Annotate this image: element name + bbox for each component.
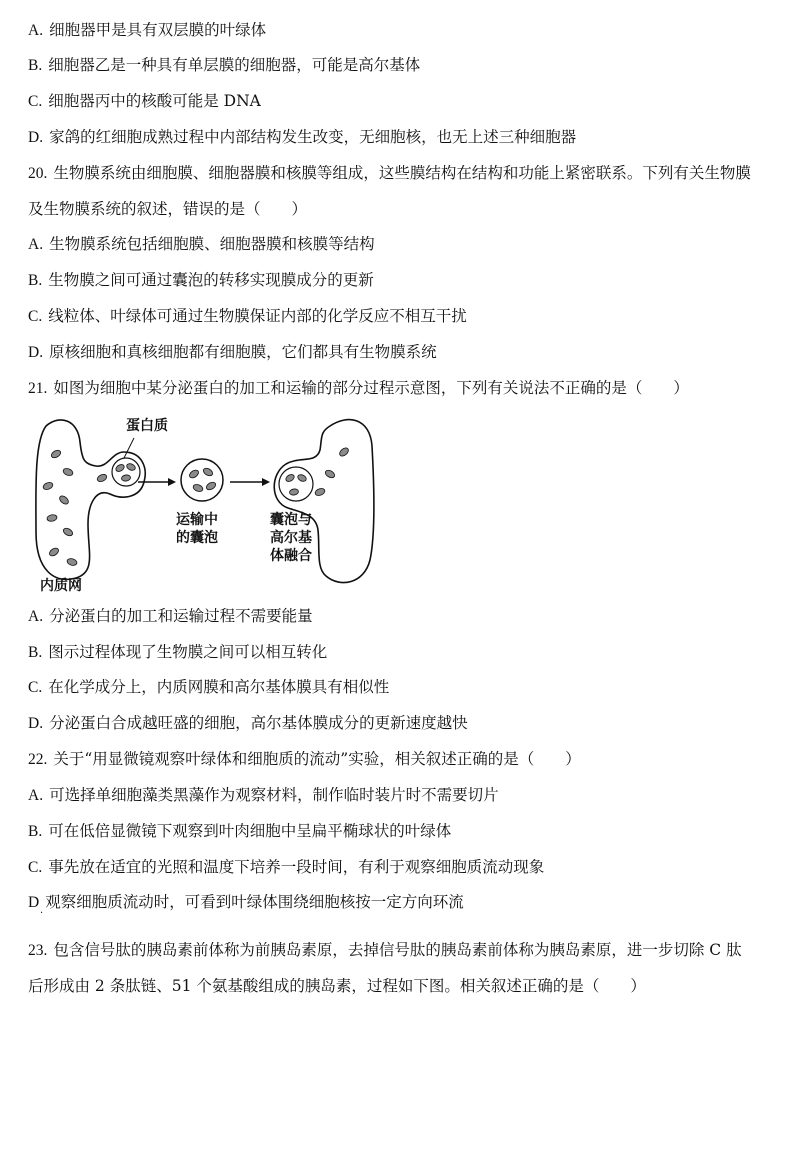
question-text: 生物膜系统由细胞膜、细胞器膜和核膜等组成，这些膜结构在结构和功能上紧密联系。下列有关生物膜	[53, 164, 751, 182]
q22-option-b	[28, 821, 451, 842]
label-er: 内质网	[40, 578, 82, 594]
option-text: 事先放在适宜的光照和温度下培养一段时间，有利于观察细胞质流动现象	[48, 858, 545, 876]
q21-option-a	[28, 606, 313, 627]
option-text: 细胞器丙中的核酸可能是 DNA	[48, 92, 261, 110]
q22-stem	[28, 749, 581, 770]
option-text: 分泌蛋白合成越旺盛的细胞，高尔基体膜成分的更新速度越快	[49, 714, 468, 732]
fusing-vesicle	[279, 467, 313, 501]
option-letter: C.	[28, 308, 43, 325]
transport-vesicle	[181, 459, 223, 501]
secretion-diagram	[30, 412, 390, 594]
q22-option-c	[28, 857, 544, 878]
label-vesicle-line2: 的囊泡	[176, 530, 218, 546]
option-letter: C.	[28, 859, 43, 876]
q23-stem-line2: 后形成由 2 条肽链、51 个氨基酸组成的胰岛素，过程如下图。相关叙述正确的是（ ）	[28, 977, 646, 995]
q20-option-c	[28, 306, 467, 327]
label-protein: 蛋白质	[126, 418, 168, 434]
q21-stem	[28, 378, 689, 399]
q19-option-d	[28, 127, 576, 148]
option-letter: A.	[28, 236, 44, 253]
label-vesicle-line1: 运输中	[176, 512, 218, 528]
q21-option-c	[28, 677, 389, 698]
stray-dot: ·	[40, 908, 44, 919]
option-letter: A.	[28, 22, 44, 39]
arrow-1-head	[168, 478, 176, 486]
q20-stem-line2: 及生物膜系统的叙述，错误的是（ ）	[28, 200, 308, 218]
option-text: 家鸽的红细胞成熟过程中内部结构发生改变，无细胞核，也无上述三种细胞器	[49, 128, 577, 146]
label-fusion-line2: 高尔基	[270, 530, 312, 546]
q22-option-a	[28, 785, 499, 806]
option-letter: C.	[28, 679, 43, 696]
question-text: 如图为细胞中某分泌蛋白的加工和运输的部分过程示意图，下列有关说法不正确的是（ ）	[53, 379, 689, 397]
bud-protein-granules	[115, 462, 137, 481]
q19-option-b	[28, 55, 420, 76]
option-letter: B.	[28, 272, 43, 289]
option-text: 细胞器乙是一种具有单层膜的细胞器，可能是高尔基体	[48, 56, 421, 74]
q20-option-b	[28, 270, 374, 291]
q20-option-d	[28, 342, 437, 363]
option-text: 原核细胞和真核细胞都有细胞膜，它们都具有生物膜系统	[49, 343, 437, 361]
option-text: 生物膜之间可通过囊泡的转移实现膜成分的更新	[48, 271, 374, 289]
q22-option-d	[28, 892, 464, 913]
option-text: 生物膜系统包括细胞膜、细胞器膜和核膜等结构	[49, 235, 375, 253]
question-number: 21.	[28, 380, 48, 397]
question-text: 包含信号肽的胰岛素前体称为前胰岛素原，去掉信号肽的胰岛素前体称为胰岛素原，进一步切除 C 肽	[53, 941, 742, 959]
vesicle-protein-granules	[188, 467, 217, 493]
option-letter: A.	[28, 608, 44, 625]
option-text: 线粒体、叶绿体可通过生物膜保证内部的化学反应不相互干扰	[48, 307, 467, 325]
label-fusion-line3: 体融合	[270, 548, 312, 564]
option-text: 图示过程体现了生物膜之间可以相互转化	[48, 643, 328, 661]
protein-pointer	[124, 438, 134, 458]
option-letter: D.	[28, 715, 44, 732]
option-letter: B.	[28, 644, 43, 661]
q20-stem-line1	[28, 163, 751, 184]
q23-stem-line1	[28, 940, 742, 961]
arrow-2-head	[262, 478, 270, 486]
option-text: 分泌蛋白的加工和运输过程不需要能量	[49, 607, 313, 625]
option-letter: D.	[28, 344, 44, 361]
question-text: 关于“用显微镜观察叶绿体和细胞质的流动”实验，相关叙述正确的是（ ）	[53, 750, 581, 768]
q21-option-d	[28, 713, 468, 734]
option-text: 在化学成分上，内质网膜和高尔基体膜具有相似性	[48, 678, 390, 696]
q20-option-a	[28, 234, 375, 255]
q21-option-b	[28, 642, 327, 663]
option-letter: B.	[28, 57, 43, 74]
option-letter: D.	[28, 129, 44, 146]
er-bud-vesicle	[112, 458, 140, 486]
label-fusion-line1: 囊泡与	[270, 512, 312, 528]
question-number: 23.	[28, 942, 48, 959]
option-text: 观察细胞质流动时，可看到叶绿体围绕细胞核按一定方向环流	[45, 893, 464, 911]
q19-option-a	[28, 20, 266, 41]
option-letter: A.	[28, 787, 44, 804]
option-text: 细胞器甲是具有双层膜的叶绿体	[49, 21, 267, 39]
option-letter: B.	[28, 823, 43, 840]
option-text: 可选择单细胞藻类黑藻作为观察材料，制作临时装片时不需要切片	[49, 786, 499, 804]
option-text: 可在低倍显微镜下观察到叶肉细胞中呈扁平椭球状的叶绿体	[48, 822, 452, 840]
question-number: 20.	[28, 165, 48, 182]
q19-option-c	[28, 91, 261, 112]
question-number: 22.	[28, 751, 48, 768]
option-letter: D	[28, 894, 40, 911]
option-letter: C.	[28, 93, 43, 110]
